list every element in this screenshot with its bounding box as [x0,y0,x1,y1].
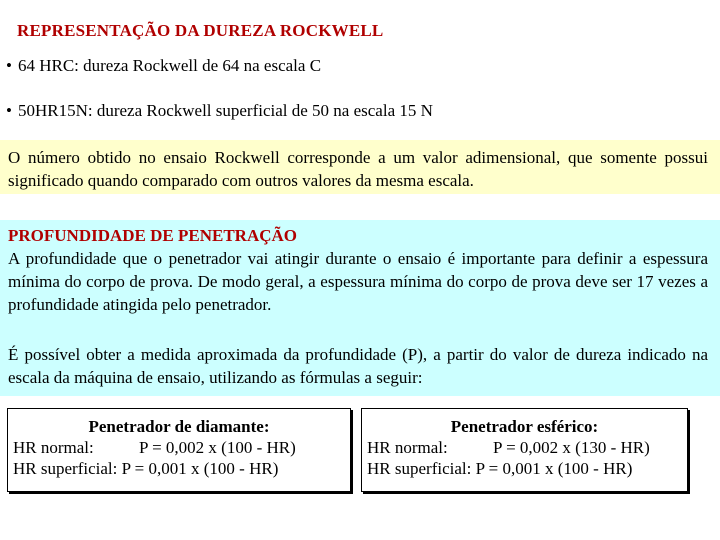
diamond-heading: Penetrador de diamante: [88,417,270,436]
bullet-dot: • [6,101,12,120]
bullet-hrc [6,56,321,76]
diamond-normal-formula: P = 0,002 x (100 - HR) [139,438,296,457]
diamond-normal-row [8,437,350,458]
note-text: O número obtido no ensaio Rockwell corresponde a um valor adimensional, que somente possui significado quando comparado com outros valores da mesma escala. [8,148,708,190]
spherical-heading: Penetrador esférico: [450,417,599,436]
note-box [0,140,720,194]
bullet-hr15n [6,101,433,121]
spherical-formula-box [361,408,688,492]
penetration-paragraph-2: É possível obter a medida aproximada da profundidade (P), a partir do valor de dureza indicado na escala da máquina de ensaio, utilizando as fórmulas a seguir: [8,345,708,387]
bullet-hrc-text: 64 HRC: dureza Rockwell de 64 na escala C [17,56,322,75]
diamond-formula-box [7,408,351,492]
diamond-superficial-row [8,458,350,479]
bullet-dot: • [6,56,12,75]
spherical-superficial-label: HR superficial: [367,459,472,478]
spherical-normal-row [362,437,687,458]
diamond-normal-label: HR normal: [13,438,94,457]
spherical-superficial-row [362,458,687,479]
bullet-hr15n-text: 50HR15N: dureza Rockwell superficial de 50 na escala 15 N [17,101,433,120]
spherical-normal-formula: P = 0,002 x (130 - HR) [493,438,650,457]
diamond-superficial-formula: P = 0,001 x (100 - HR) [121,459,279,478]
penetration-section [0,220,720,396]
spherical-normal-label: HR normal: [367,438,448,457]
diamond-superficial-label: HR superficial: [13,459,118,478]
penetration-heading: PROFUNDIDADE DE PENETRAÇÃO [8,226,298,245]
penetration-paragraph-1: A profundidade que o penetrador vai atingir durante o ensaio é importante para definir a espessura mínima do corpo de prova. De modo geral, a espessura mínima do corpo de prova deve ser 17 vezes a profundidade atingida pelo penetrador. [8,249,708,314]
spherical-superficial-formula: P = 0,001 x (100 - HR) [475,459,633,478]
slide-title: REPRESENTAÇÃO DA DUREZA ROCKWELL [17,21,384,40]
